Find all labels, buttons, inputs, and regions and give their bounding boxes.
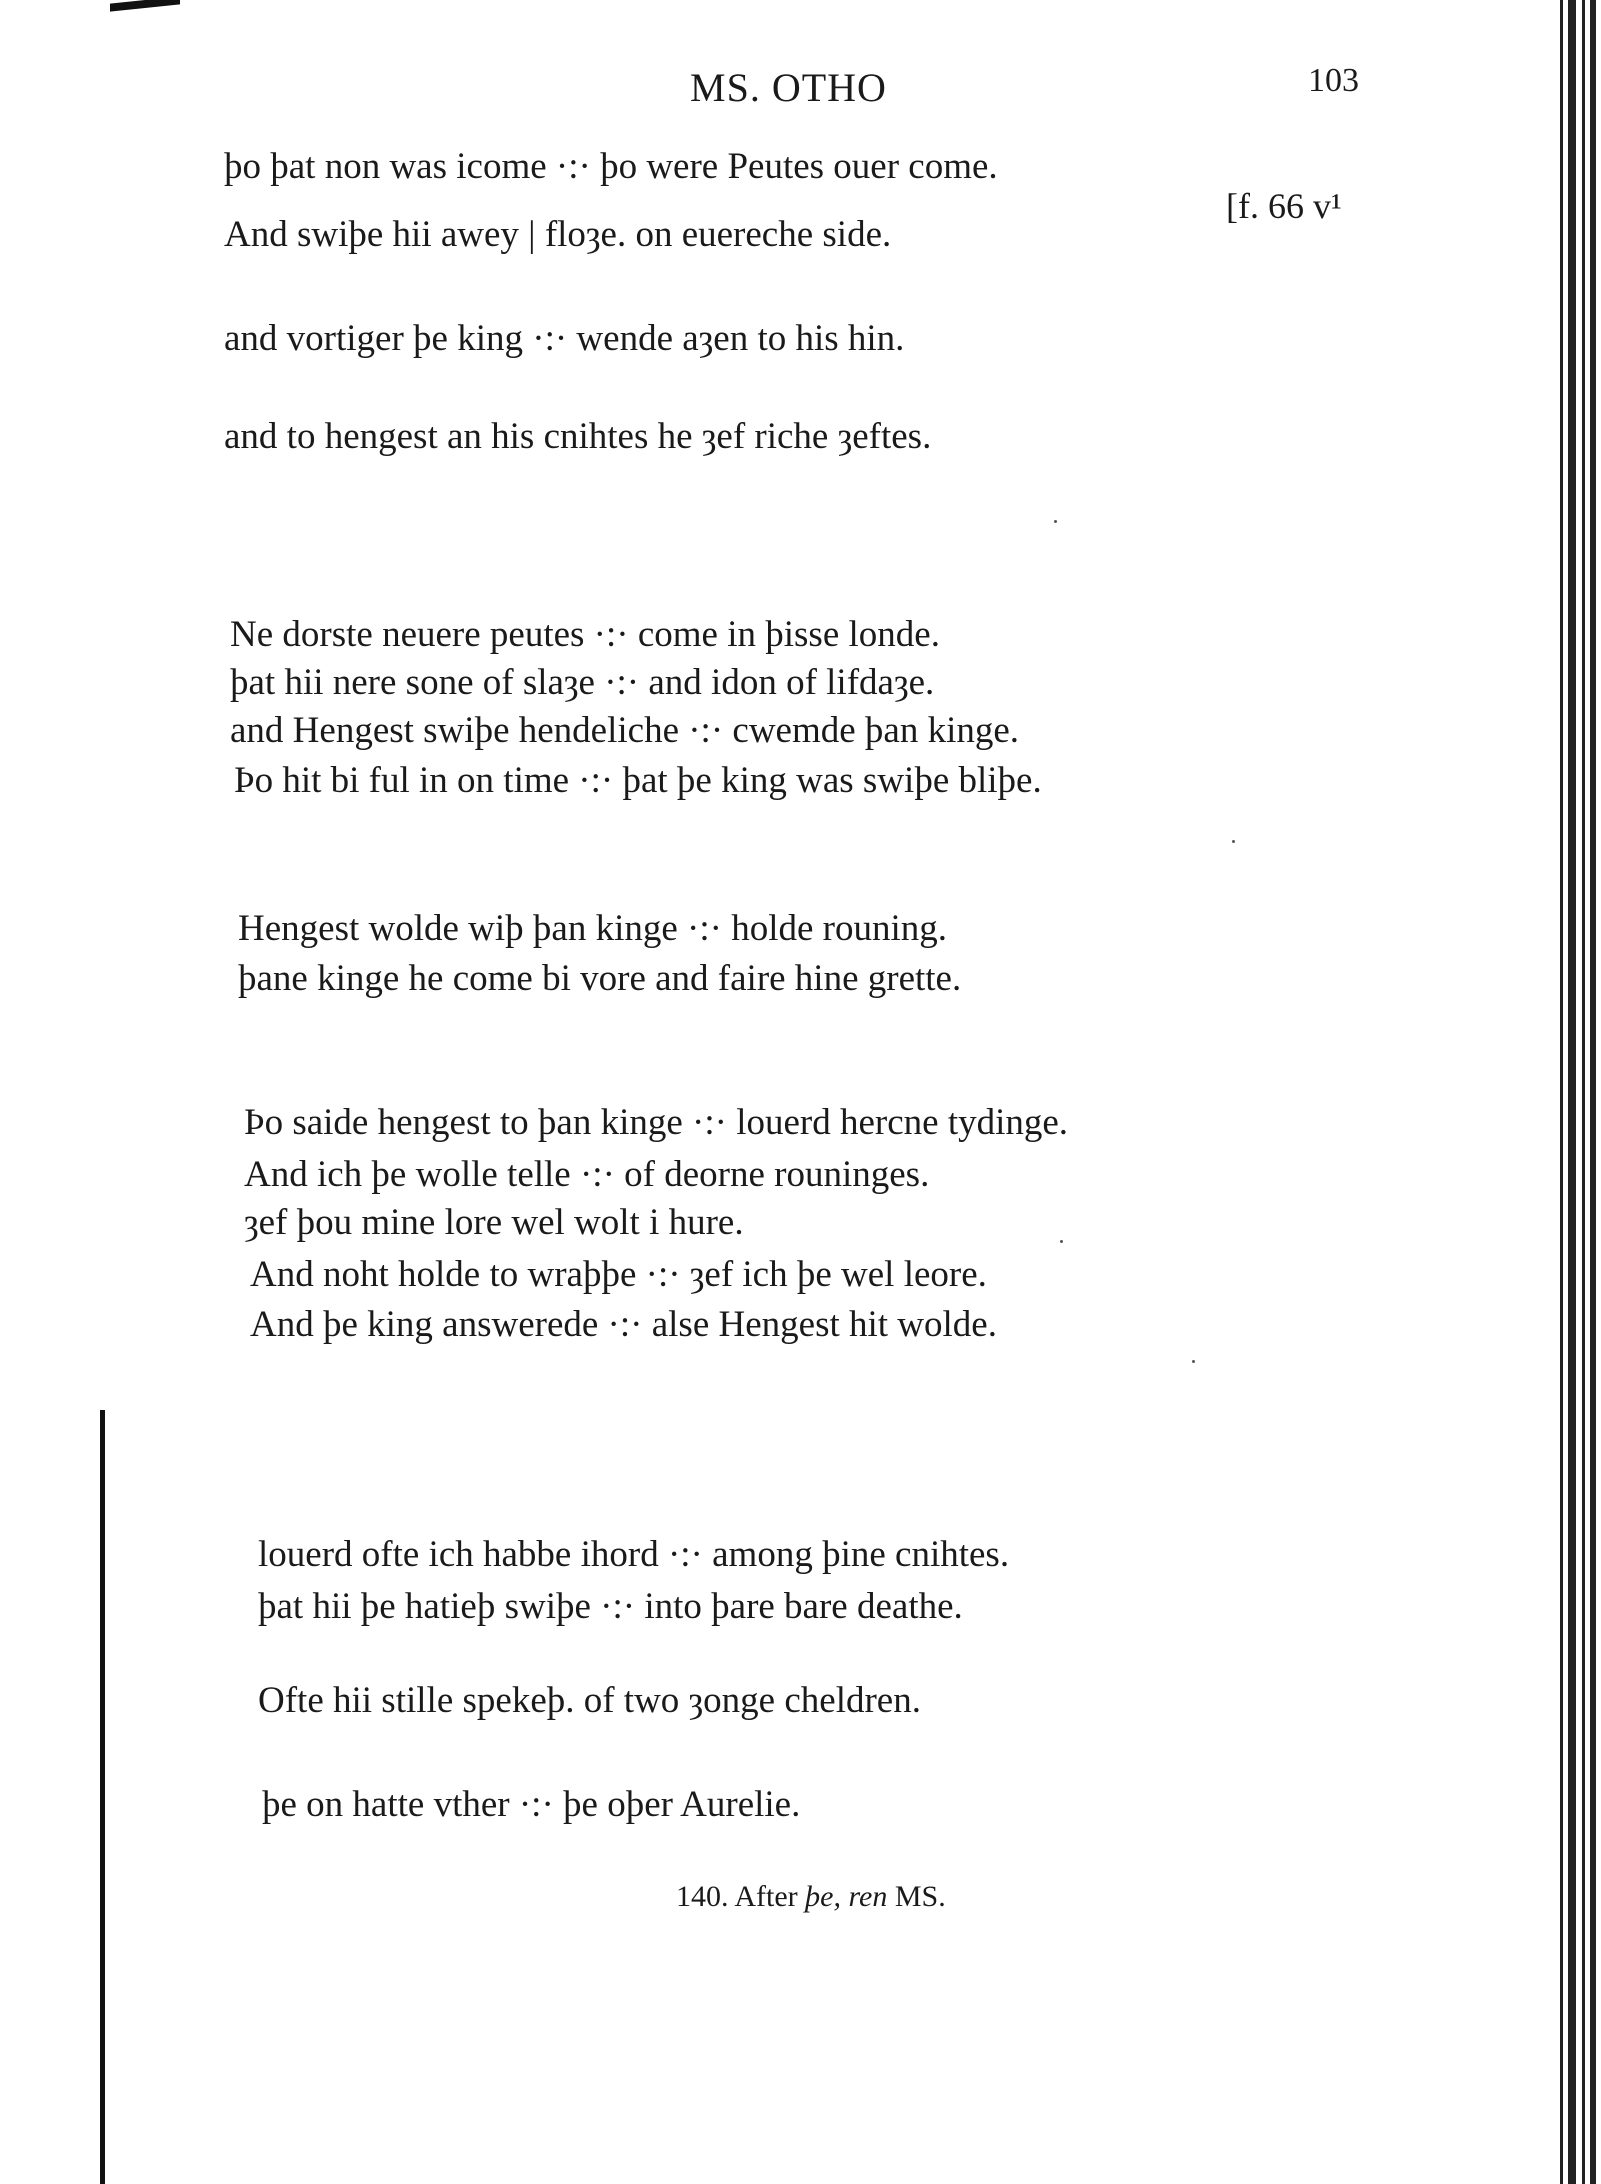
- page-number: 103: [1308, 62, 1359, 99]
- text-line: And swiþe hii awey | floȝe. on euereche side.: [224, 214, 892, 255]
- binding-edge-line: [1568, 0, 1576, 2184]
- footnote-suffix: MS.: [894, 1880, 946, 1913]
- text-line: Hengest wolde wiþ þan kinge ·:· holde rouning.: [238, 908, 948, 949]
- binding-edge-line: [1590, 0, 1596, 2184]
- binding-edge-line: [1582, 0, 1585, 2184]
- left-margin-rule: [100, 1410, 105, 2184]
- binding-edge-line: [1560, 0, 1563, 2184]
- folio-reference: [f. 66 v¹: [1226, 186, 1342, 226]
- scan-speck: [1060, 1240, 1063, 1243]
- footnote-text: After: [734, 1880, 798, 1913]
- text-line: þo þat non was icome ·:· þo were Peutes ouer come.: [224, 146, 998, 187]
- text-line: ȝef þou mine lore wel wolt i hure.: [244, 1202, 744, 1243]
- text-line: and Hengest swiþe hendeliche ·:· cwemde þan kinge.: [230, 710, 1020, 751]
- footnote: [676, 1880, 946, 1914]
- text-line: þe on hatte vther ·:· þe oþer Aurelie.: [262, 1784, 801, 1825]
- text-line: Þo saide hengest to þan kinge ·:· louerd hercne tydinge.: [244, 1102, 1069, 1143]
- text-line: and to hengest an his cnihtes he ȝef riche ȝeftes.: [224, 416, 932, 457]
- footnote-italic: þe, ren: [805, 1880, 888, 1913]
- text-line: Þo hit bi ful in on time ·:· þat þe king was swiþe bliþe.: [234, 760, 1042, 801]
- scan-speck: [1054, 520, 1057, 523]
- scan-speck: [1192, 1360, 1195, 1363]
- text-line: And þe king answerede ·:· alse Hengest hit wolde.: [250, 1304, 997, 1345]
- text-line: And ich þe wolle telle ·:· of deorne rouninges.: [244, 1154, 930, 1195]
- footnote-line-number: 140.: [676, 1880, 729, 1913]
- text-line: louerd ofte ich habbe ihord ·:· among þine cnihtes.: [258, 1534, 1010, 1575]
- text-line: Ne dorste neuere peutes ·:· come in þisse londe.: [230, 614, 940, 655]
- scan-corner-mark: [110, 0, 180, 12]
- text-line: Ofte hii stille spekeþ. of two ȝonge cheldren.: [258, 1680, 921, 1721]
- text-line: þat hii þe hatieþ swiþe ·:· into þare bare deathe.: [258, 1586, 963, 1627]
- text-line: þane kinge he come bi vore and faire hine grette.: [238, 958, 962, 999]
- text-line: þat hii nere sone of slaȝe ·:· and idon of lifdaȝe.: [230, 662, 935, 703]
- text-line: and vortiger þe king ·:· wende aȝen to his hin.: [224, 318, 905, 359]
- scan-speck: [1232, 840, 1235, 843]
- running-header-title: MS. OTHO: [690, 65, 887, 110]
- text-line: And noht holde to wraþþe ·:· ȝef ich þe wel leore.: [250, 1254, 987, 1295]
